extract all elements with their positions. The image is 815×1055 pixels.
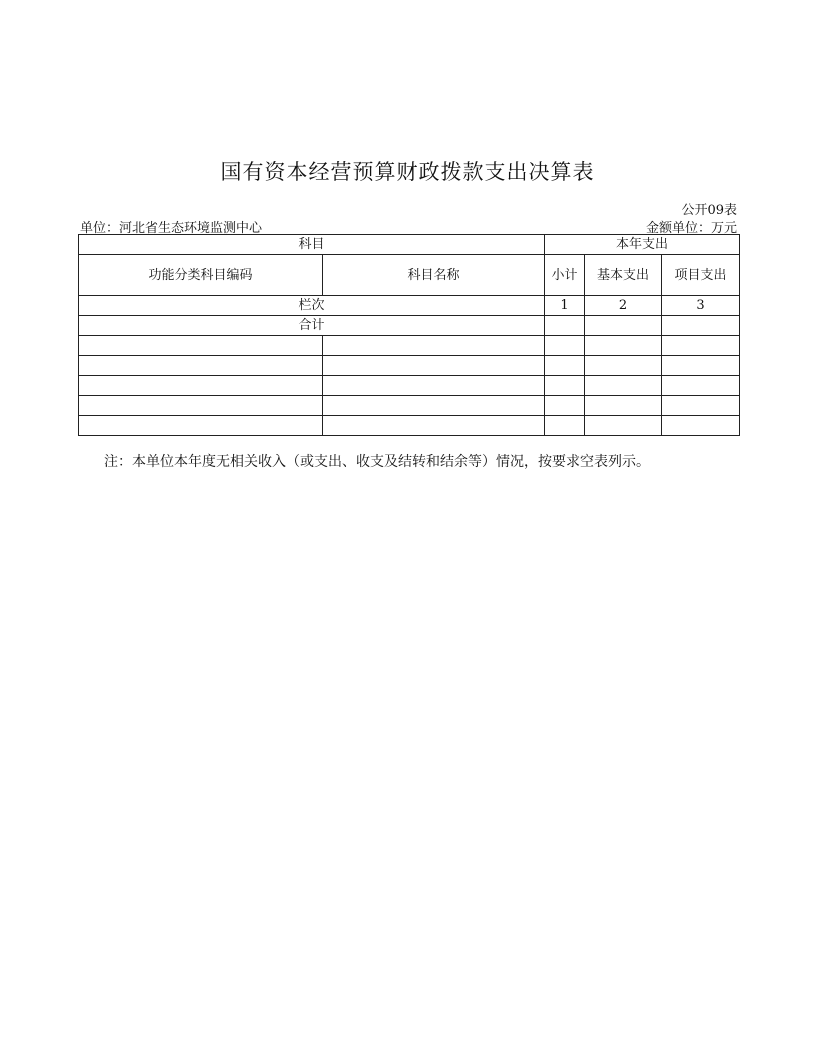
table-group-header-row: [79, 235, 740, 255]
table-cell: [79, 376, 323, 396]
table-cell: [545, 356, 585, 376]
table-cell: [585, 416, 662, 436]
form-code: 公开09表: [681, 203, 737, 218]
table-cell: [585, 396, 662, 416]
table-total-row: [79, 316, 740, 336]
total-subtotal-cell: [545, 316, 585, 336]
footnote: 注：本单位本年度无相关收入（或支出、收支及结转和结余等）情况，按要求空表列示。: [104, 454, 650, 470]
table-cell: [323, 356, 545, 376]
table-row: [79, 356, 740, 376]
table-cell: [545, 376, 585, 396]
row-index-2: 2: [585, 296, 662, 316]
table-cell: [662, 356, 740, 376]
table-cell: [79, 416, 323, 436]
header-function-code: 功能分类科目编码: [79, 255, 323, 296]
table-cell: [323, 396, 545, 416]
table-cell: [585, 336, 662, 356]
table-row: [79, 336, 740, 356]
table-column-header-row: [79, 255, 740, 296]
header-project-expenditure: 项目支出: [662, 255, 740, 296]
table-cell: [662, 376, 740, 396]
table-row: [79, 376, 740, 396]
table-cell: [79, 336, 323, 356]
total-basic-cell: [585, 316, 662, 336]
row-index-3: 3: [662, 296, 740, 316]
table-cell: [545, 396, 585, 416]
header-subject-name: 科目名称: [323, 255, 545, 296]
row-index-1: 1: [545, 296, 585, 316]
table-cell: [323, 336, 545, 356]
table-cell: [323, 416, 545, 436]
total-label: 合计: [79, 316, 545, 336]
header-basic-expenditure: 基本支出: [585, 255, 662, 296]
table-index-row: [79, 296, 740, 316]
table-cell: [662, 416, 740, 436]
table-cell: [662, 336, 740, 356]
table-cell: [585, 376, 662, 396]
budget-table: [78, 234, 740, 436]
table-row: [79, 416, 740, 436]
table-row: [79, 396, 740, 416]
page-title: 国有资本经营预算财政拨款支出决算表: [220, 160, 595, 184]
header-subtotal: 小计: [545, 255, 585, 296]
header-subject: 科目: [79, 235, 545, 255]
table-cell: [585, 356, 662, 376]
table-cell: [545, 336, 585, 356]
amount-unit: 金额单位：万元: [645, 221, 737, 236]
table-cell: [545, 416, 585, 436]
table-cell: [323, 376, 545, 396]
table-cell: [79, 356, 323, 376]
total-project-cell: [662, 316, 740, 336]
row-index-label: 栏次: [79, 296, 545, 316]
table-cell: [662, 396, 740, 416]
table-cell: [79, 396, 323, 416]
reporting-unit: 单位：河北省生态环境监测中心: [80, 221, 263, 236]
header-current-year-expenditure: 本年支出: [545, 235, 740, 255]
